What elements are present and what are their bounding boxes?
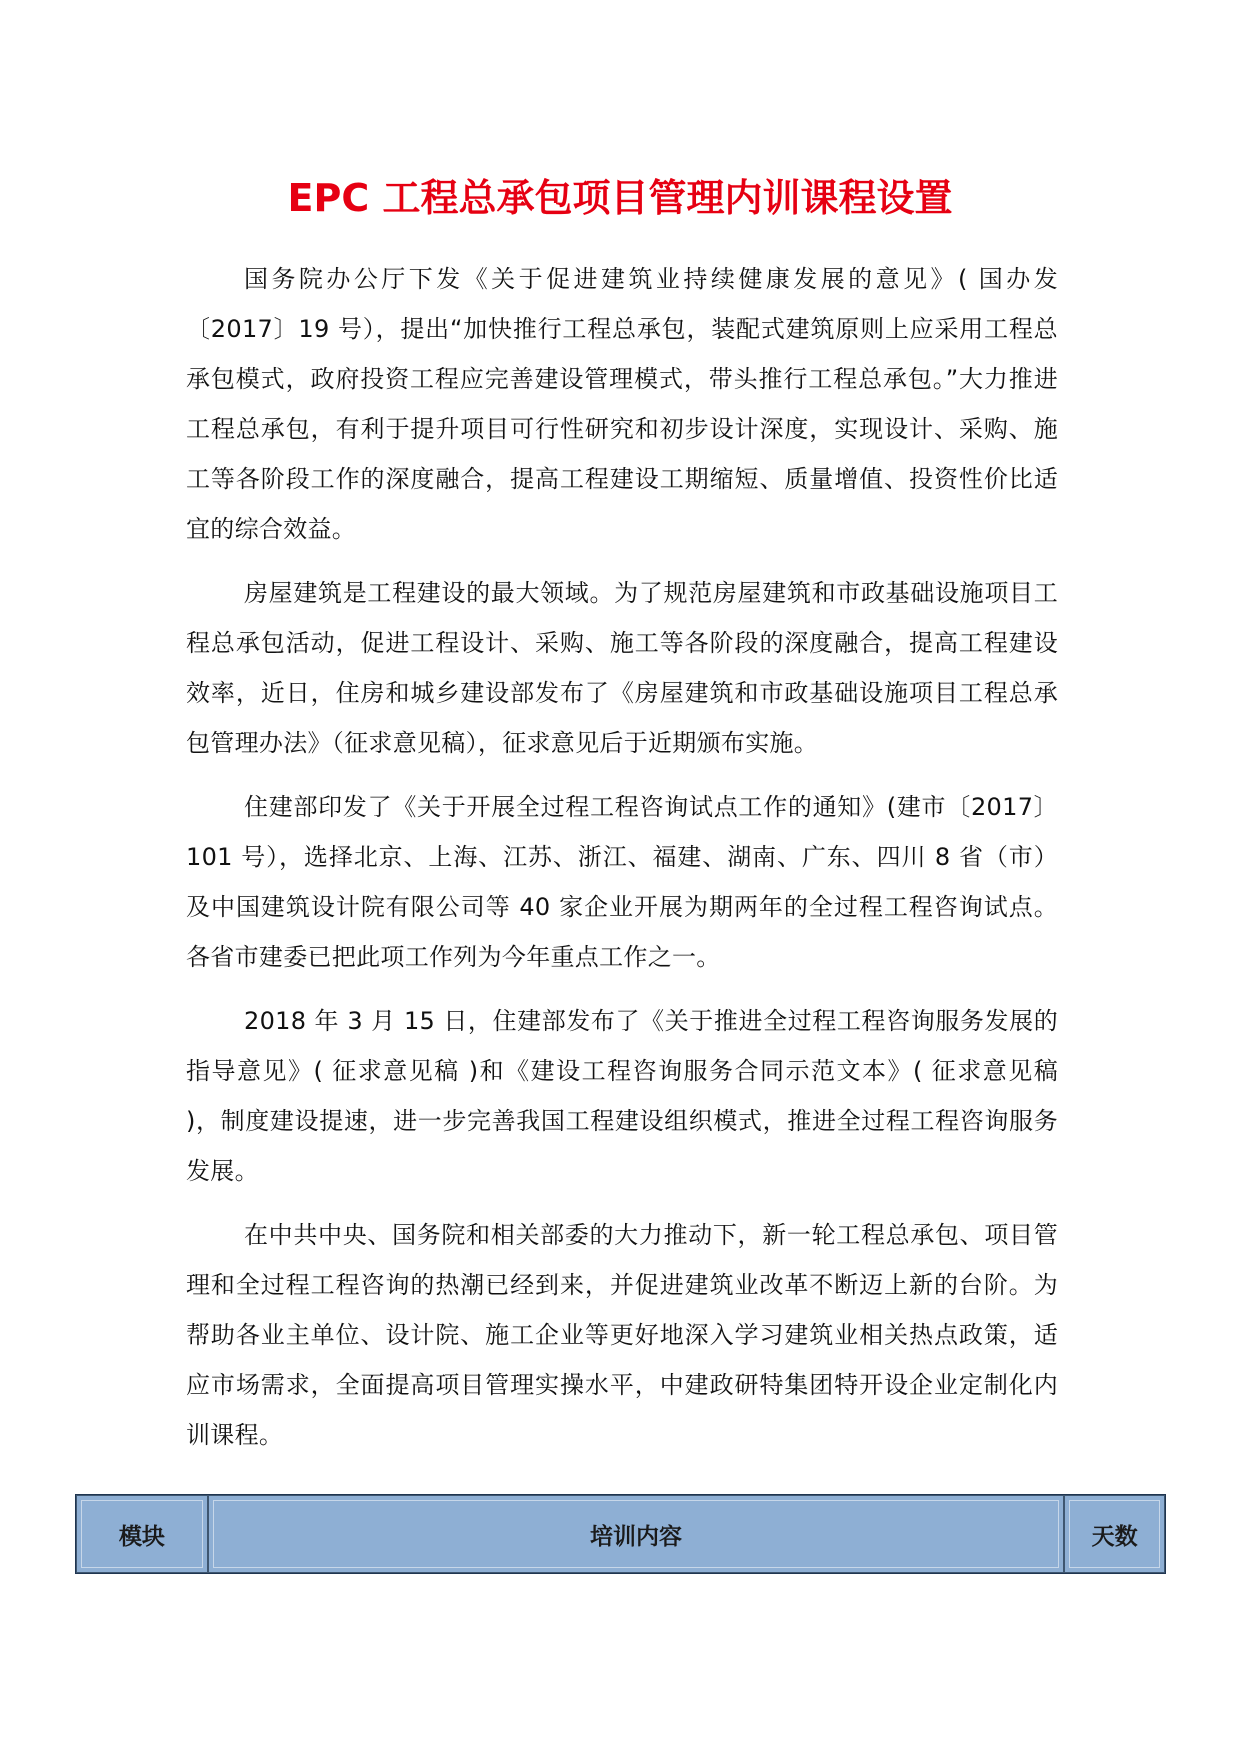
header-training-content: 培训内容 xyxy=(208,1495,1064,1573)
paragraph-policy-intro: 国务院办公厅下发《关于促进建筑业持续健康发展的意见》( 国办发〔2017〕19 号），提出“加快推行工程总承包，装配式建筑原则上应采用工程总承包模式，政府投资工程应完善建设管理模式，带头推行工程总承包。”大力推进工程总承包，有利于提升项目可行性研究和初步设计深度，实现设计、采购、施工等各阶段工作的深度融合，提高工程建设工期缩短、质量增值、投资性价比适宜的综合效益。 xyxy=(186,265,1058,543)
course-schedule-table xyxy=(75,1494,1166,1574)
paragraph-guidance-opinion: 2018 年 3 月 15 日，住建部发布了《关于推进全过程工程咨询服务发展的指导意见》( 征求意见稿 )和《建设工程咨询服务合同示范文本》( 征求意见稿 )，制度建设提速，进一步完善我国工程建设组织模式，推进全过程工程咨询服务发展。 xyxy=(186,1007,1058,1185)
header-module: 模块 xyxy=(76,1495,208,1573)
paragraph-training-purpose: 在中共中央、国务院和相关部委的大力推动下，新一轮工程总承包、项目管理和全过程工程咨询的热潮已经到来，并促进建筑业改革不断迈上新的台阶。为帮助各业主单位、设计院、施工企业等更好地深入学习建筑业相关热点政策，适应市场需求，全面提高项目管理实操水平，中建政研特集团特开设企业定制化内训课程。 xyxy=(186,1221,1058,1449)
paragraph-consulting-pilot: 住建部印发了《关于开展全过程工程咨询试点工作的通知》(建市〔2017〕101 号），选择北京、上海、江苏、浙江、福建、湖南、广东、四川 8 省（市）及中国建筑设计院有限公司等 40 家企业开展为期两年的全过程工程咨询试点。各省市建委已把此项工作列为今年重点工作之一。 xyxy=(186,793,1058,971)
header-days: 天数 xyxy=(1064,1495,1165,1573)
page-title: EPC 工程总承包项目管理内训课程设置 xyxy=(287,176,953,220)
paragraph-housing-construction: 房屋建筑是工程建设的最大领域。为了规范房屋建筑和市政基础设施项目工程总承包活动，促进工程设计、采购、施工等各阶段的深度融合，提高工程建设效率，近日，住房和城乡建设部发布了《房屋建筑和市政基础设施项目工程总承包管理办法》（征求意见稿），征求意见后于近期颁布实施。 xyxy=(186,579,1058,757)
table-header-row xyxy=(76,1495,1165,1573)
document-body xyxy=(186,254,1058,1474)
